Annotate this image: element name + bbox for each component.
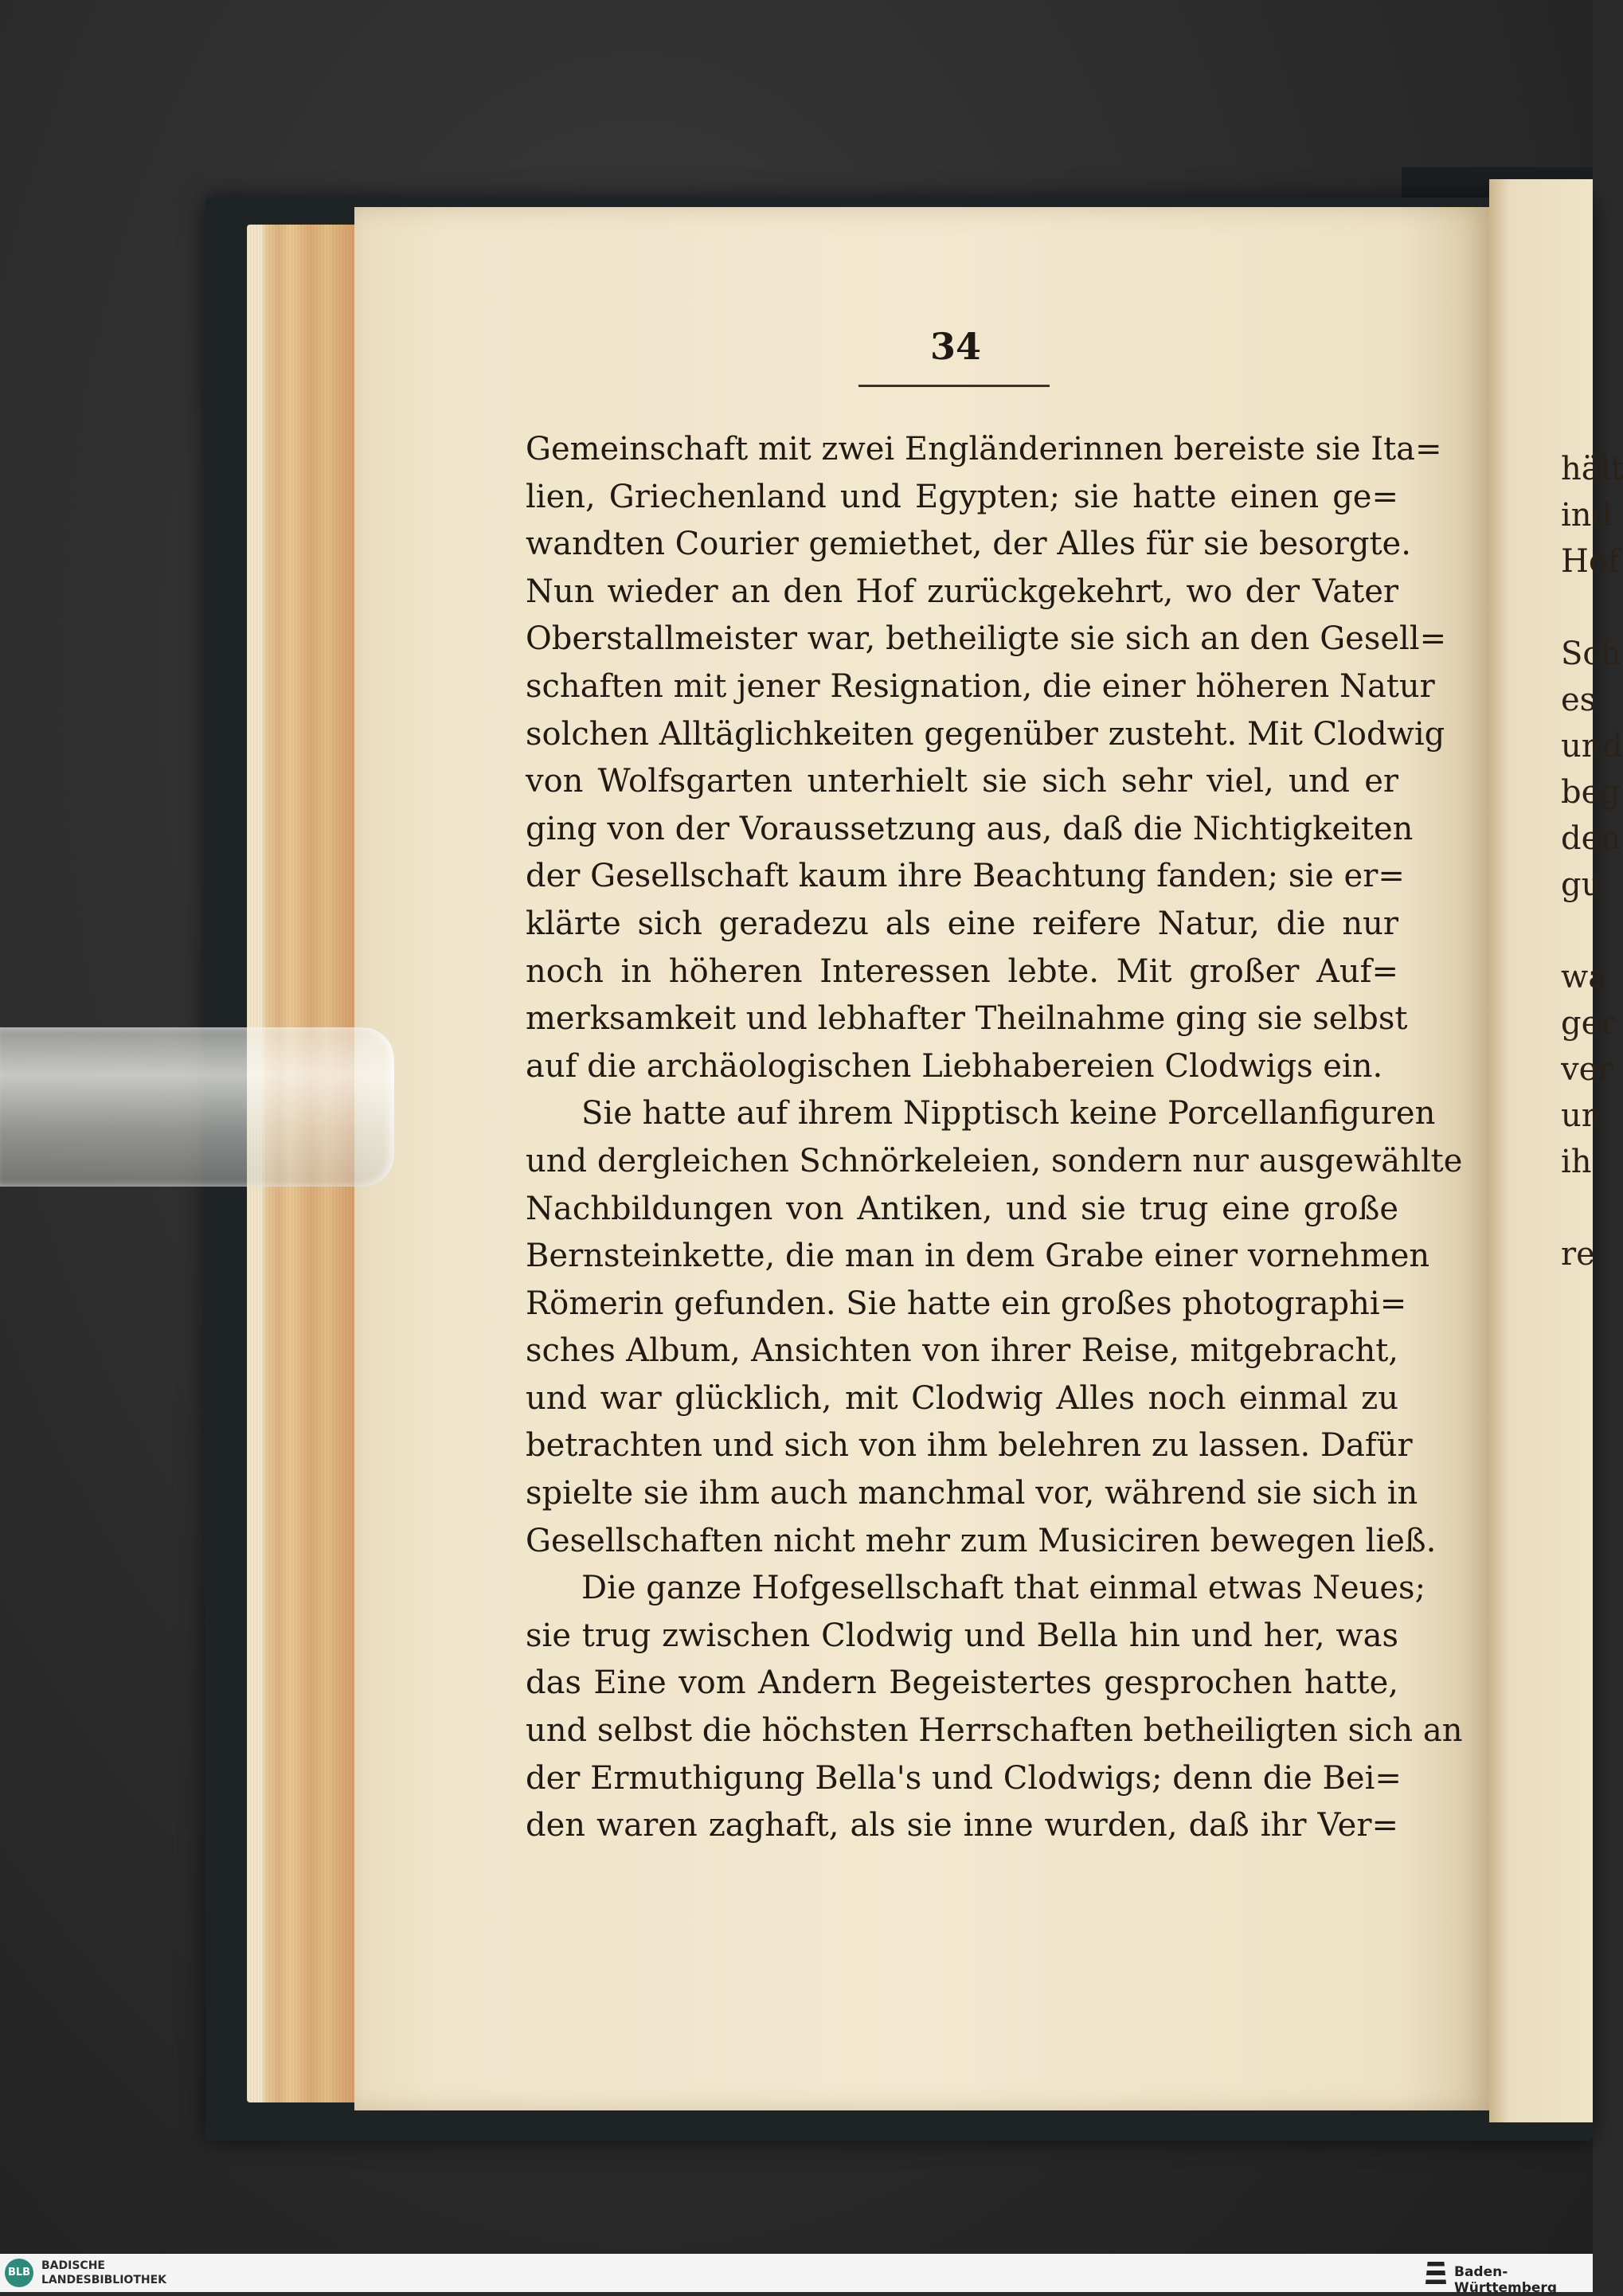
page-number-rule [858, 385, 1050, 387]
text-line: Nun wieder an den Hof zurückgekehrt, wo der Vater [526, 573, 1398, 610]
fragment-line: und [1561, 728, 1623, 765]
library-name [41, 2259, 166, 2287]
text-line: Gemeinschaft mit zwei Engländerinnen bereiste sie Ita= [526, 431, 1442, 467]
library-name-line2: LANDESBIBLIOTHEK [41, 2274, 167, 2286]
footer-bar [0, 2254, 1593, 2296]
text-line: Oberstallmeister war, betheiligte sie sich an den Gesell= [526, 620, 1447, 658]
fragment-line: den [1561, 820, 1621, 857]
fragment-line: es [1561, 682, 1597, 718]
text-line: Römerin gefunden. Sie hatte ein großes photographi= [526, 1285, 1407, 1322]
text-line: und dergleichen Schnörkeleien, sondern nur ausgewählte [526, 1142, 1463, 1179]
library-name-line1: BADISCHE [41, 2259, 105, 2272]
text-line: wandten Courier gemiethet, der Alles für sie besorgte. [526, 526, 1411, 563]
fragment-line [1561, 1185, 1593, 1231]
text-line: betrachten und sich von ihm belehren zu lassen. Dafür [526, 1427, 1413, 1465]
text-line: Sie hatte auf ihrem Nipptisch keine Porcellanfiguren [581, 1095, 1436, 1132]
text-line: Die ganze Hofgesellschaft that einmal etwas Neues; [581, 1570, 1426, 1607]
fragment-line: re [1561, 1236, 1595, 1273]
text-line: lien, Griechenland und Egypten; sie hatte einen ge= [526, 478, 1398, 515]
fragment-line: ih [1561, 1144, 1592, 1180]
text-line: Bernsteinkette, die man in dem Grabe einer vornehmen [526, 1238, 1430, 1275]
text-line: noch in höheren Interessen lebte. Mit großer Auf= [526, 952, 1398, 990]
text-line: der Gesellschaft kaum ihre Beachtung fanden; sie er= [526, 858, 1405, 895]
text-line: solchen Alltäglichkeiten gegenüber zusteht. Mit Clodwig [526, 715, 1445, 753]
fragment-line: Hof [1561, 543, 1620, 580]
text-line: und war glücklich, mit Clodwig Alles noch einmal zu [526, 1379, 1398, 1417]
fragment-line [1561, 585, 1593, 631]
fragment-line: Sch [1561, 636, 1621, 672]
fragment-line: beg [1561, 774, 1621, 811]
fragment-line: hält [1561, 451, 1623, 487]
fragment-line: ger [1561, 1005, 1616, 1042]
text-line: den waren zaghaft, als sie inne wurden, daß ihr Ver= [526, 1807, 1398, 1844]
text-line: merksamkeit und lebhafter Theilnahme ging sie selbst [526, 1000, 1408, 1038]
page-number: 34 [929, 325, 981, 368]
text-line: ging von der Voraussetzung aus, daß die Nichtigkeiten [526, 810, 1414, 847]
fragment-line: un [1561, 1097, 1602, 1134]
fragment-line: ind [1561, 497, 1613, 534]
text-line: von Wolfsgarten unterhielt sie sich sehr viel, und er [526, 763, 1398, 800]
fragment-line: ver [1561, 1051, 1613, 1088]
text-line: spielte sie ihm auch manchmal vor, während sie sich in [526, 1475, 1418, 1512]
text-line: auf die archäologischen Liebhabereien Clodwigs ein. [526, 1047, 1383, 1085]
text-line: der Ermuthigung Bella's und Clodwigs; denn die Bei= [526, 1759, 1402, 1797]
fragment-line: gu [1561, 866, 1602, 903]
fragment-line: wa [1561, 959, 1608, 995]
facing-page-text [1561, 446, 1623, 1277]
region-name: Baden-Württemberg [1454, 2264, 1557, 2296]
text-line: klärte sich geradezu als eine reifere Natur, die nur [526, 905, 1398, 942]
plastic-page-clip [0, 1027, 394, 1187]
fragment-line [1561, 908, 1593, 954]
baden-wuerttemberg-emblem-icon [1426, 2262, 1446, 2284]
text-line: sie trug zwischen Clodwig und Bella hin und her, was [526, 1617, 1398, 1654]
text-line: schaften mit jener Resignation, die einer höheren Natur [526, 667, 1435, 705]
text-line: und selbst die höchsten Herrschaften betheiligten sich an [526, 1712, 1463, 1750]
blb-logo-icon: BLB [5, 2259, 33, 2287]
text-line: Nachbildungen von Antiken, und sie trug eine große [526, 1190, 1398, 1227]
text-line: sches Album, Ansichten von ihrer Reise, mitgebracht, [526, 1332, 1398, 1370]
text-line: das Eine vom Andern Begeistertes gesprochen hatte, [526, 1664, 1398, 1702]
text-line: Gesellschaften nicht mehr zum Musiciren bewegen ließ. [526, 1522, 1437, 1559]
page-text [526, 426, 1463, 1850]
